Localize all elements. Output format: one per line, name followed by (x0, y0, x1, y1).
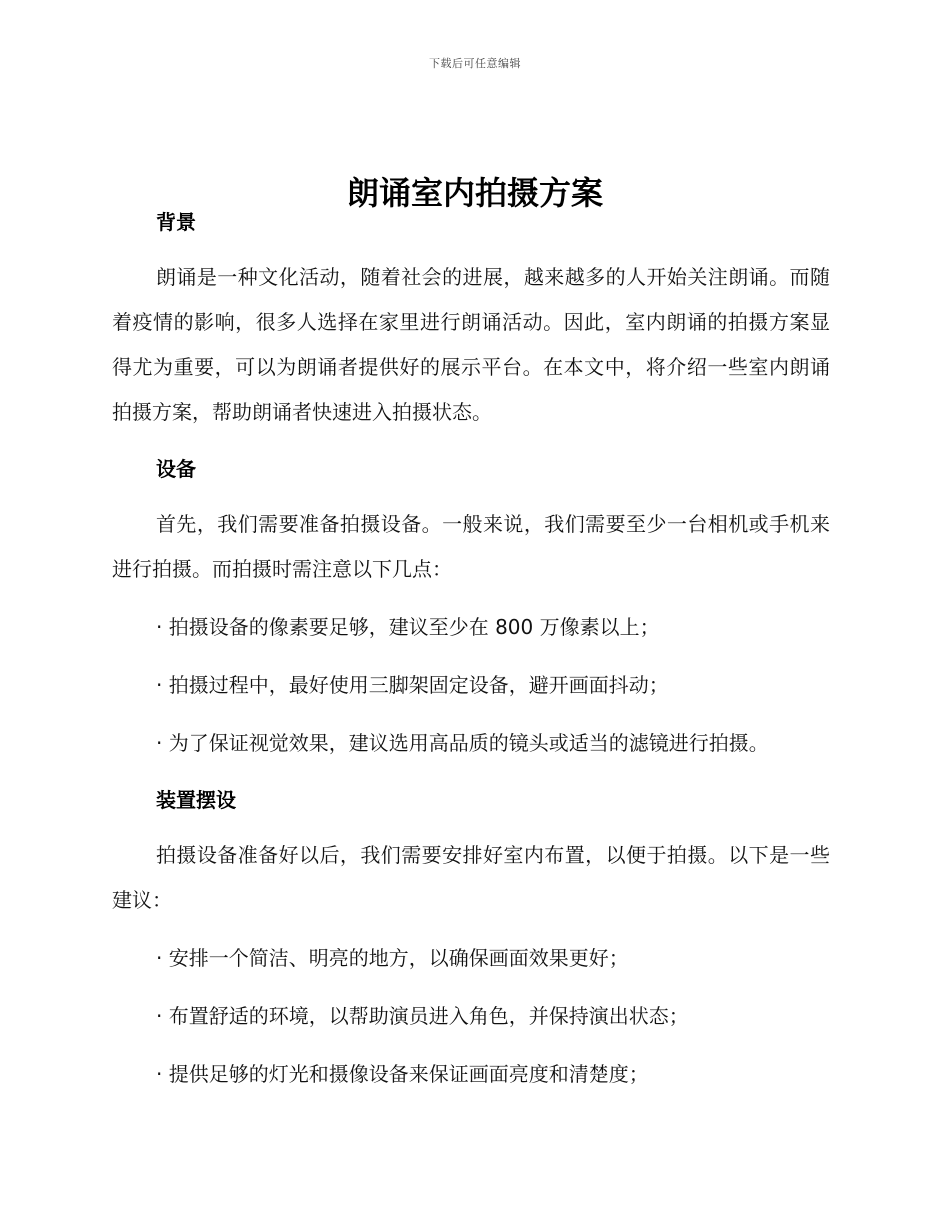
list-item: · 拍摄过程中，最好使用三脚架固定设备，避开画面抖动； (156, 673, 669, 697)
header-note: 下载后可任意编辑 (429, 57, 521, 70)
section-heading: 背景 (156, 210, 196, 234)
list-item: · 安排一个简洁、明亮的地方，以确保画面效果更好； (156, 946, 629, 970)
list-item: · 提供足够的灯光和摄像设备来保证画面亮度和清楚度； (156, 1062, 649, 1086)
section-heading: 装置摆设 (156, 788, 236, 812)
paragraph: 朗诵是一种文化活动，随着社会的进展，越来越多的人开始关注朗诵。而随着疫情的影响，很多人选择在家里进行朗诵活动。因此，室内朗诵的拍摄方案显得尤为重要，可以为朗诵者提供好的展示平台。在本文中，将介绍一些室内朗诵拍摄方案，帮助朗诵者快速进入拍摄状态。 (112, 265, 830, 424)
list-item: · 为了保证视觉效果，建议选用高品质的镜头或适当的滤镜进行拍摄。 (156, 731, 769, 755)
list-item: · 布置舒适的环境，以帮助演员进入角色，并保持演出状态； (156, 1004, 689, 1028)
section-heading: 设备 (156, 457, 196, 481)
document-body (112, 202, 830, 1097)
document-title: 朗诵室内拍摄方案 (346, 174, 603, 213)
paragraph: 拍摄设备准备好以后，我们需要安排好室内布置，以便于拍摄。以下是一些建议： (112, 843, 830, 912)
section-equipment (112, 449, 830, 766)
paragraph: 首先，我们需要准备拍摄设备。一般来说，我们需要至少一台相机或手机来进行拍摄。而拍摄时需注意以下几点： (112, 512, 830, 581)
section-setup (112, 780, 830, 1097)
list-item: · 拍摄设备的像素要足够，建议至少在 800 万像素以上； (156, 615, 660, 639)
section-background (112, 202, 830, 435)
